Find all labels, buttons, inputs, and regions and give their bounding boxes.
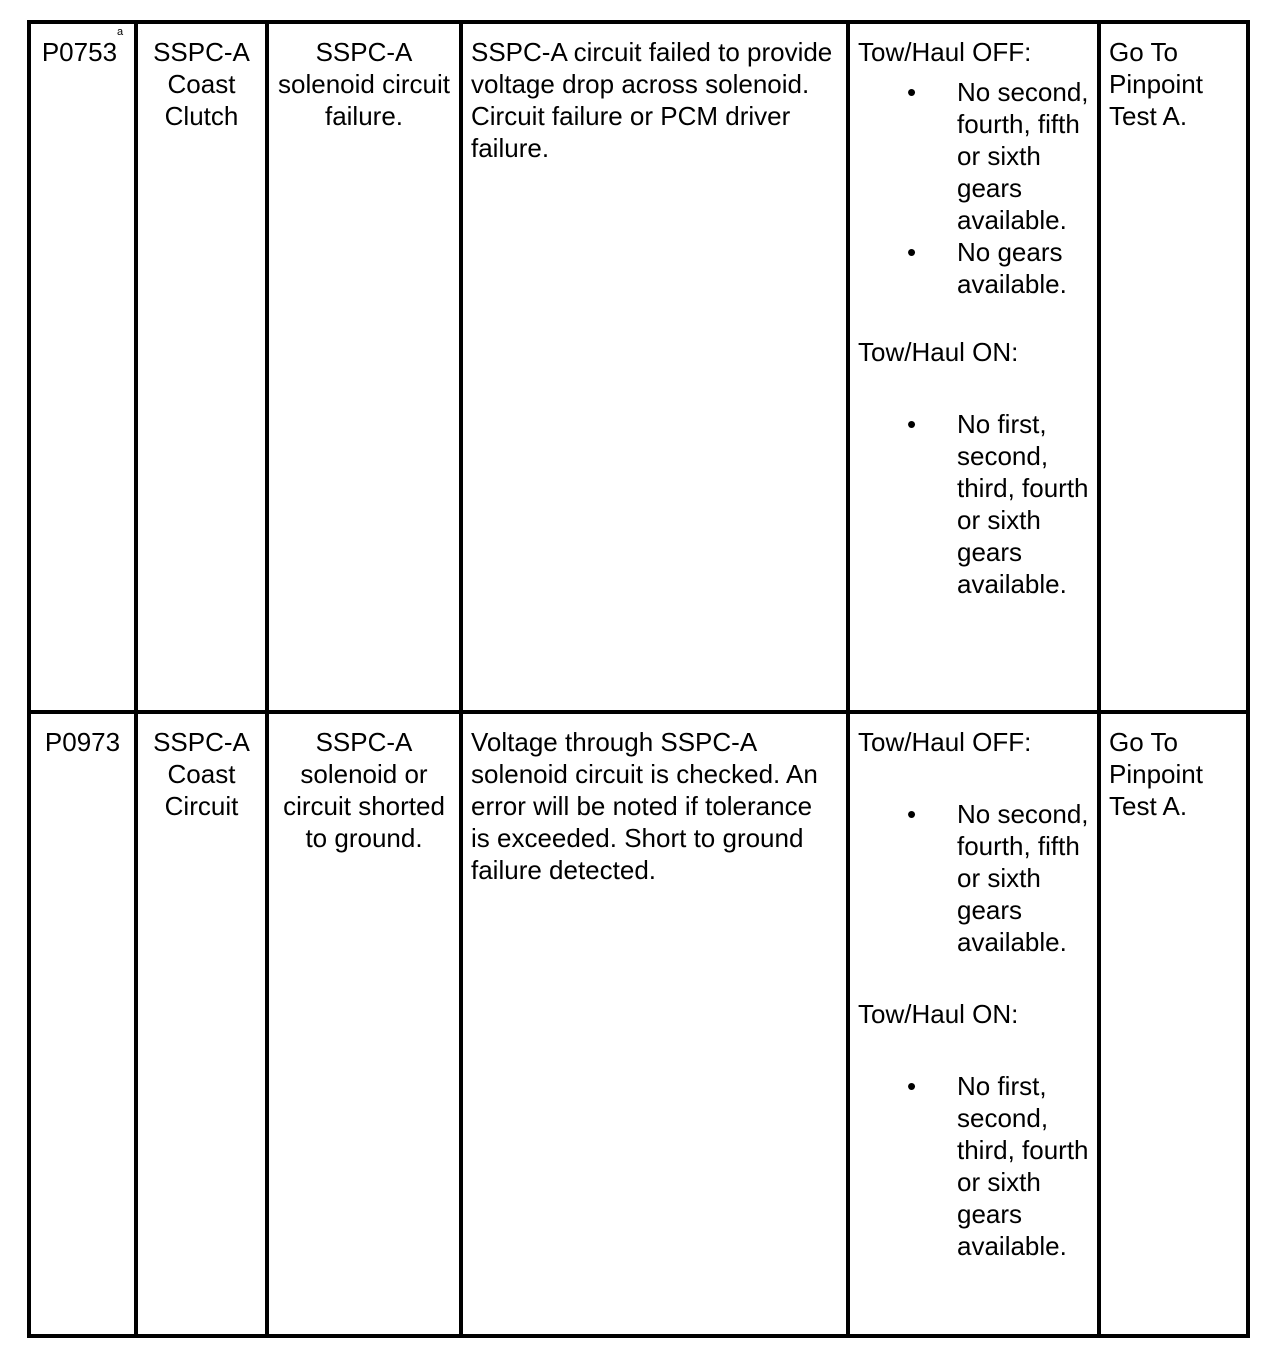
tow-haul-on-list <box>858 408 1089 600</box>
tow-haul-on-label: Tow/Haul ON: <box>858 999 1019 1029</box>
list-item: • No first, second, third, fourth or sixth gears available. <box>957 1070 1089 1262</box>
tow-haul-off-label: Tow/Haul OFF: <box>858 37 1032 67</box>
dtc-code-cell <box>29 22 136 712</box>
footnote-marker: a <box>117 26 124 38</box>
tow-haul-off-label: Tow/Haul OFF: <box>858 727 1032 757</box>
list-item: • No second, fourth, fifth or sixth gears available. <box>957 76 1089 236</box>
component-cell: SSPC-A Coast Circuit <box>136 712 267 1336</box>
symptoms-cell <box>848 712 1099 1336</box>
list-item: • No gears available. <box>957 236 1089 300</box>
action-cell: Go To Pinpoint Test A. <box>1099 712 1248 1336</box>
dtc-table <box>27 20 1250 1338</box>
condition-cell: SSPC-A circuit failed to provide voltage drop across solenoid. Circuit failure or PCM driver failure. <box>461 22 848 712</box>
condition-cell: Voltage through SSPC-A solenoid circuit is checked. An error will be noted if tolerance is exceeded. Short to ground failure detected. <box>461 712 848 1336</box>
dtc-code-cell <box>29 712 136 1336</box>
dtc-code: P0973 <box>44 727 121 757</box>
tow-haul-on-label: Tow/Haul ON: <box>858 337 1019 367</box>
component-cell: SSPC-A Coast Clutch <box>136 22 267 712</box>
table-row <box>29 22 1248 712</box>
description-cell: SSPC-A solenoid circuit failure. <box>267 22 461 712</box>
symptoms-cell <box>848 22 1099 712</box>
tow-haul-off-list <box>858 76 1089 300</box>
tow-haul-on-list <box>858 1070 1089 1262</box>
list-item: • No first, second, third, fourth or sixth gears available. <box>957 408 1089 600</box>
tow-haul-off-list <box>858 798 1089 958</box>
table-row <box>29 712 1248 1336</box>
dtc-code: P0753 <box>41 37 118 67</box>
description-cell: SSPC-A solenoid or circuit shorted to ground. <box>267 712 461 1336</box>
action-cell: Go To Pinpoint Test A. <box>1099 22 1248 712</box>
list-item: • No second, fourth, fifth or sixth gears available. <box>957 798 1089 958</box>
